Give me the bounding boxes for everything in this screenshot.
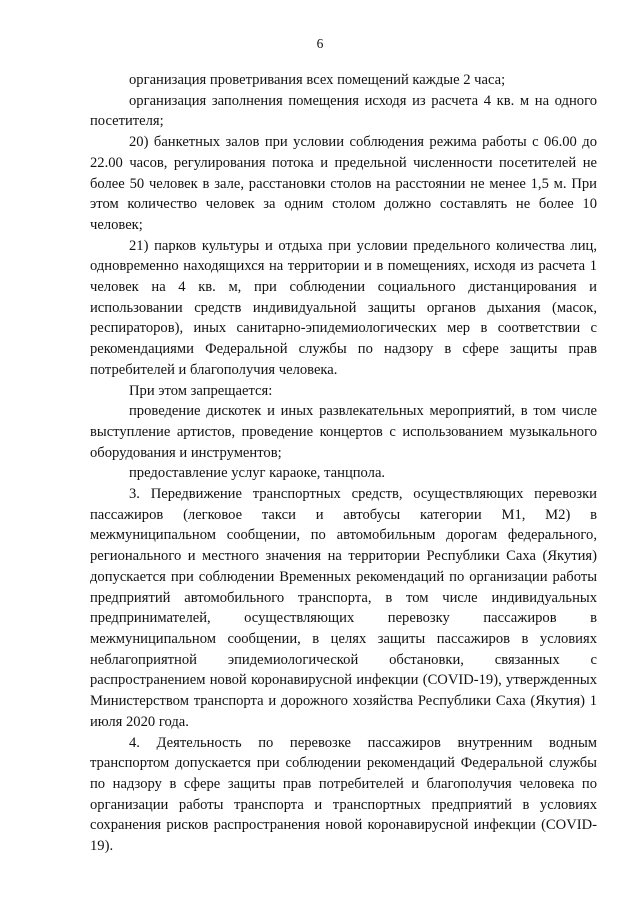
paragraph-item-3: 3. Передвижение транспортных средств, осуществляющих перевозки пассажиров (легковое такси и автобусы категории М1, М2) в межмуниципальном сообщении, по автомобильным дорогам федерального, регионального и местного значения на территории Республики Саха (Якутия) допускается при соблюдении Временных рекомендаций по организации работы предприятий автомобильного транспорта, в том числе индивидуальных предпринимателей, осуществляющих перевозку пассажиров в межмуниципальном сообщении, в целях защиты пассажиров в условиях неблагоприятной эпидемиологической обстановки, связанных с распространением новой коронавирусной инфекции (COVID-19), утвержденных Министерством транспорта и дорожного хозяйства Республики Саха (Якутия) 1 июля 2020 года. xyxy=(90,486,597,730)
paragraph-prohibited-karaoke: предоставление услуг караоке, танцпола. xyxy=(129,465,386,482)
paragraph-prohibited-intro: При этом запрещается: xyxy=(129,382,273,399)
paragraph-ventilation: организация проветривания всех помещений каждые 2 часа; xyxy=(129,72,506,88)
page-number: 6 xyxy=(316,36,324,51)
paragraph-item-20: 20) банкетных залов при условии соблюдения режима работы с 06.00 до 22.00 часов, регулирования потока и предельной численности посетителей не более 50 человек в зале, расстановки столов на расстоянии не менее 1,5 м. При этом количество человек за одним столом должно составлять не более 10 человек; xyxy=(90,134,597,233)
paragraph-item-21: 21) парков культуры и отдыха при условии предельного количества лиц, одновременно находящихся на территории и в помещениях, исходя из расчета 1 человек на 4 кв. м, при соблюдении социального дистанцирования и использовании средств индивидуальной защиты органов дыхания (масок, респираторов), иных санитарно-эпидемиологических мер в соответствии с рекомендациями Федеральной службы по надзору в сфере защиты прав потребителей и благополучия человека. xyxy=(90,237,597,378)
document-body xyxy=(90,70,597,857)
paragraph-prohibited-events: проведение дискотек и иных развлекательных мероприятий, в том числе выступление артистов, проведение концертов с использованием музыкального оборудования и инструментов; xyxy=(90,403,597,461)
paragraph-occupancy: организация заполнения помещения исходя из расчета 4 кв. м на одного посетителя; xyxy=(90,92,597,130)
paragraph-item-4: 4. Деятельность по перевозке пассажиров внутренним водным транспортом допускается при соблюдении рекомендаций Федеральной службы по надзору в сфере защиты прав потребителей и благополучия человека по организации работы транспорта и транспортных предприятий в условиях сохранения рисков распространения новой коронавирусной инфекции (COVID-19). xyxy=(90,734,597,855)
